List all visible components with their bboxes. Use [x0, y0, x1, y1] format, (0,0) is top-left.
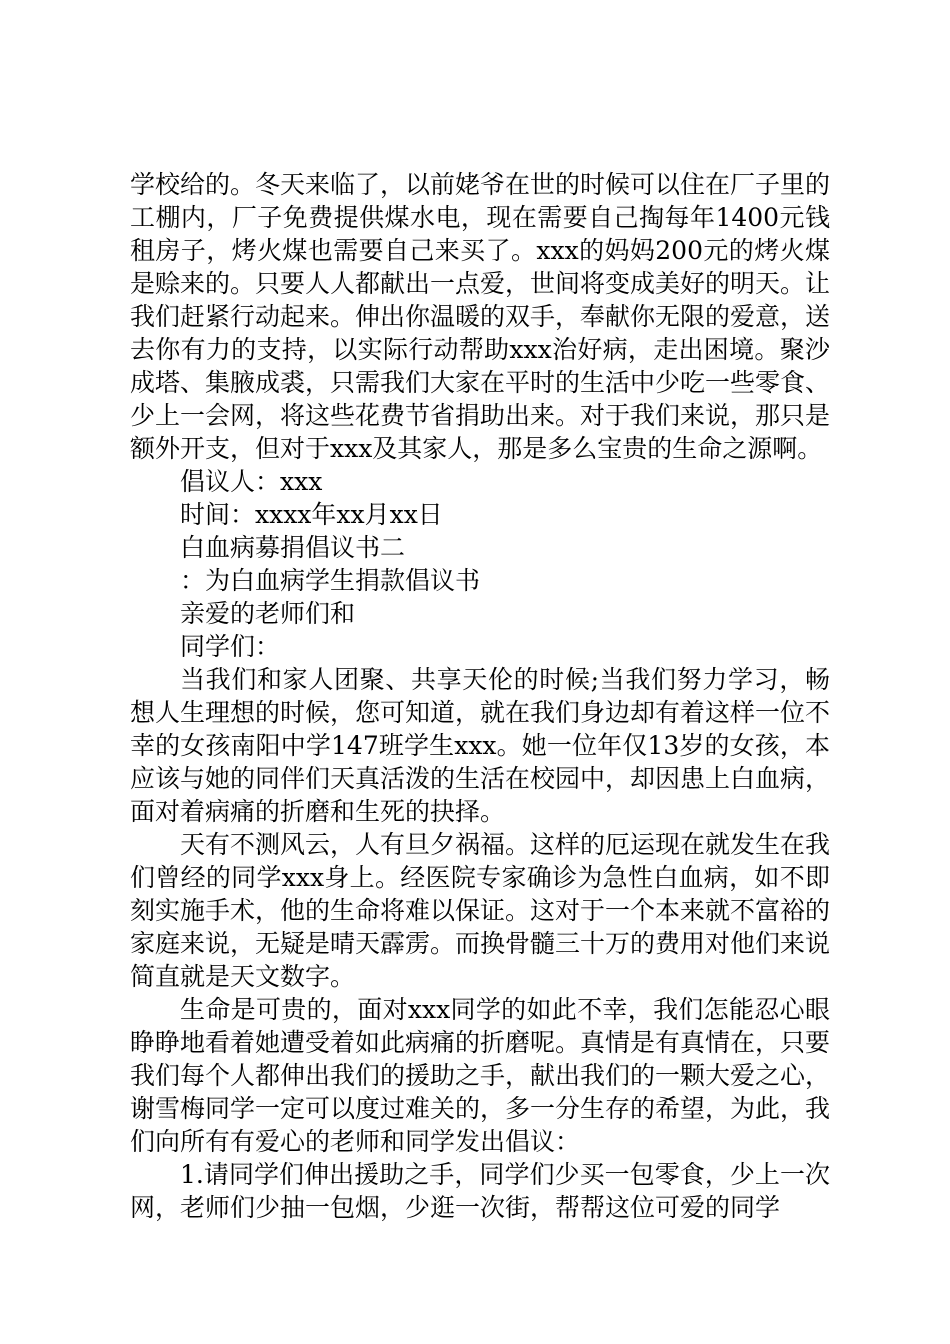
- section-subtitle: ：为白血病学生捐款倡议书: [180, 566, 481, 595]
- proposer-line: 倡议人：xxx: [180, 467, 323, 496]
- document-page: [130, 168, 830, 1224]
- date-line: 时间：xxxx年xx月xx日: [180, 500, 443, 529]
- section-title: 白血病募捐倡议书二: [180, 533, 406, 562]
- body-paragraph-4: 生命是可贵的，面对xxx同学的如此不幸，我们怎能忍心眼睁睁地看着她遭受着如此病痛的折磨呢。真情是有真情在，只要我们每个人都伸出我们的援助之手，献出我们的一颗大爱之心，谢雪梅同学一定可以度过难关的，多一分生存的希望，为此，我们向所有有爱心的老师和同学发出倡议：: [130, 995, 831, 1156]
- list-item-1: 1.请同学们伸出援助之手，同学们少买一包零食，少上一次网，老师们少抽一包烟，少逛一次街，帮帮这位可爱的同学: [130, 1160, 830, 1222]
- salutation-line-2: 同学们：: [180, 632, 281, 661]
- body-paragraph-3: 天有不测风云，人有旦夕祸福。这样的厄运现在就发生在我们曾经的同学xxx身上。经医院专家确诊为急性白血病，如不即刻实施手术，他的生命将难以保证。这对于一个本来就不富裕的家庭来说，无疑是晴天霹雳。而换骨髓三十万的费用对他们来说简直就是天文数字。: [130, 830, 831, 991]
- salutation-line-1: 亲爱的老师们和: [180, 599, 356, 628]
- body-paragraph-2: 当我们和家人团聚、共享天伦的时候;当我们努力学习，畅想人生理想的时候，您可知道，就在我们身边却有着这样一位不幸的女孩南阳中学147班学生xxx。她一位年仅13岁的女孩，本应该与她的同伴们天真活泼的生活在校园中，却因患上白血病，面对着病痛的折磨和生死的抉择。: [130, 665, 831, 826]
- body-paragraph-1: 学校给的。冬天来临了，以前姥爷在世的时候可以住在厂子里的工棚内，厂子免费提供煤水电，现在需要自己掏每年1400元钱租房子，烤火煤也需要自己来买了。xxx的妈妈200元的烤火煤是赊来的。只要人人都献出一点爱，世间将变成美好的明天。让我们赶紧行动起来。伸出你温暖的双手，奉献你无限的爱意，送去你有力的支持，以实际行动帮助xxx治好病，走出困境。聚沙成塔、集腋成裘，只需我们大家在平时的生活中少吃一些零食、少上一会网，将这些花费节省捐助出来。对于我们来说，那只是额外开支，但对于xxx及其家人，那是多么宝贵的生命之源啊。: [130, 170, 831, 463]
